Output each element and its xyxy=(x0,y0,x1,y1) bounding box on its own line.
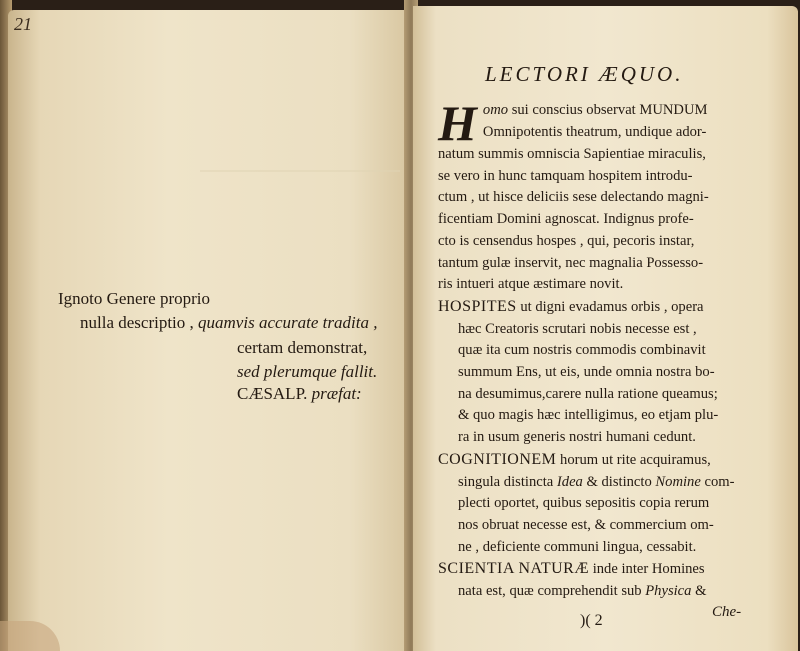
epigraph-line-2: nulla descriptio , quamvis accurate tradita , xyxy=(80,313,378,332)
epigraph-citation: CÆSALP. præfat: xyxy=(237,384,362,403)
epigraph-line-1: Ignoto Genere proprio xyxy=(58,289,211,308)
main-text xyxy=(438,95,778,603)
catchword: Che- xyxy=(712,604,742,620)
corner-mark: 21 xyxy=(14,14,32,34)
epigraph-line-4: sed plerumque fallit. xyxy=(237,362,378,381)
paragraph-3: COGNITIONEM horum ut rite acquiramus, singula distincta Idea & distincto Nomine com- plecti oportet, quibus sepositis copia rerum nos obruat necesse est, & commercium om- ne , deficiente communi lingua, cessabit. xyxy=(438,450,735,555)
drop-cap: H xyxy=(438,95,477,151)
paragraph-4: SCIENTIA NATURÆ inde inter Homines nata est, quæ comprehendit sub Physica & xyxy=(438,560,707,600)
show-through xyxy=(200,170,400,232)
page-title: LECTORI ÆQUO. xyxy=(485,62,684,86)
paragraph-1: H omo sui conscius observat MUNDUM Omnipotentis theatrum, undique ador- natum summis omniscia Sapientiae miraculis, se vero in hunc tamquam hospitem introdu- ctum , ut hisce deliciis sese delectando magni- ficentiam Domini agnoscat. Indignus profe- cto is censendus hospes , qui, pecoris instar, tantum gulæ inservit, nec magnalia Possesso- ris intueri atque æstimare novit. xyxy=(438,95,709,293)
epigraph-line-3: certam demonstrat, xyxy=(237,338,368,357)
signature-mark: )( 2 xyxy=(580,612,603,629)
paragraph-2: HOSPITES ut digni evadamus orbis , opera hæc Creatoris scrutari nobis necesse est , quæ ita cum nostris commodis combinavit summum Ens, ut eis, unde omnia nostra bo- na desumimus,carere nulla ratione queamus; & quo magis hæc intelligimus, eo etjam plu- ra in usum generis nostri humani cedunt. xyxy=(438,297,719,446)
